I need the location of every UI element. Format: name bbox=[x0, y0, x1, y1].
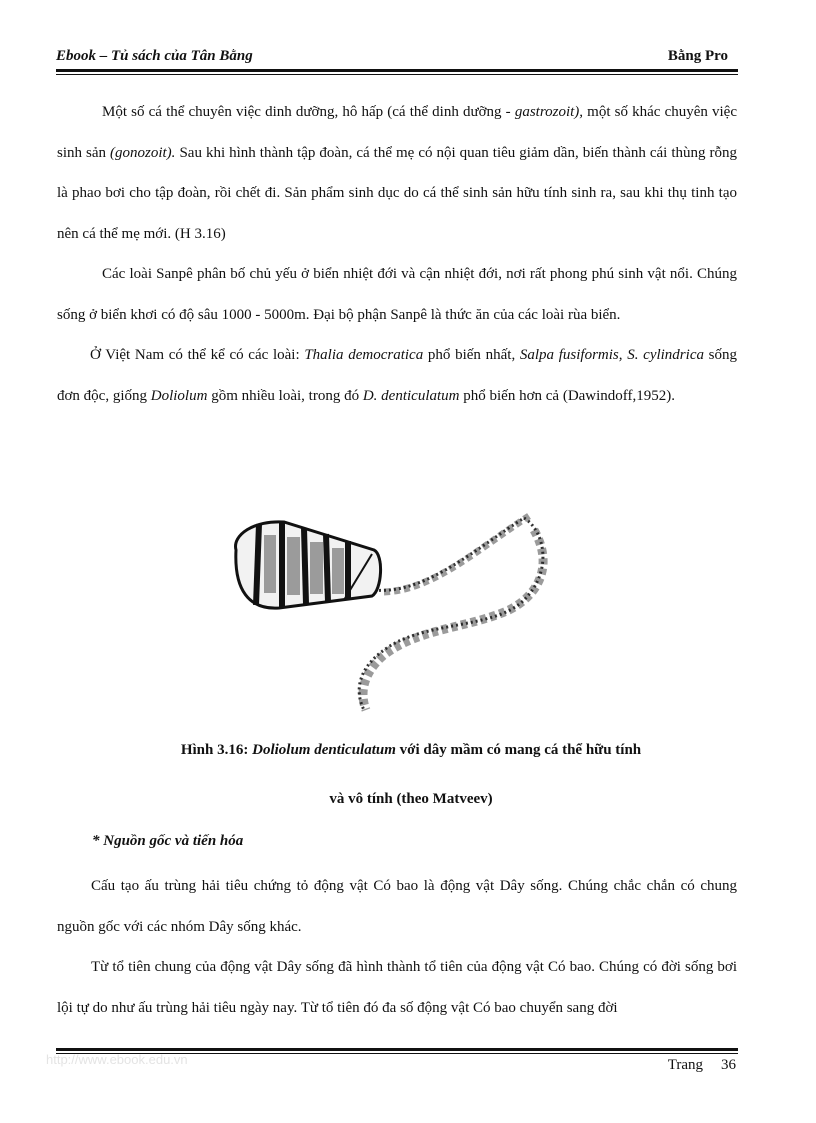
footer-rule bbox=[56, 1048, 738, 1051]
body-text bbox=[57, 92, 737, 416]
caption-label: Hình 3.16: bbox=[180, 742, 253, 758]
italic-term: D. denticulatum bbox=[362, 387, 460, 404]
text-span: sống đơn độc, giống bbox=[57, 347, 738, 404]
text-span: một số khác chuyên việc sinh sản bbox=[57, 104, 737, 161]
text-span: Một số cá thể chuyên việc dinh dưỡng, hô hấp (cá thể dinh dưỡng - bbox=[102, 104, 515, 120]
page-label: Trang bbox=[667, 1057, 703, 1073]
caption-species: Doliolum denticulatum bbox=[252, 742, 396, 758]
text-span: Ở Việt Nam có thể kể có các loài: bbox=[90, 347, 305, 363]
header-rule-thin bbox=[56, 74, 738, 75]
text-span: phổ biến nhất, bbox=[423, 347, 520, 363]
header-author: Bằng Pro bbox=[667, 48, 728, 64]
section-paragraph-1: Cấu tạo ấu trùng hải tiêu chứng tỏ động vật Có bao là động vật Dây sống. Chúng chắc chắn có chung nguồn gốc với các nhóm Dây sống khác. bbox=[57, 878, 737, 935]
caption-text: với dây mầm có mang cá thể hữu tính bbox=[395, 742, 642, 758]
text-span: phổ biến hơn cả (Dawindoff,1952). bbox=[459, 387, 676, 404]
page-number bbox=[668, 1057, 736, 1074]
text-span: gồm nhiều loài, trong đó bbox=[207, 387, 363, 404]
figure-caption-line2: và vô tính (theo Matveev) bbox=[329, 791, 493, 807]
figure-caption bbox=[0, 742, 816, 759]
italic-term: Thalia democratica bbox=[304, 347, 424, 363]
stolon-buds bbox=[363, 516, 543, 710]
doliolum-drawing bbox=[224, 510, 594, 715]
italic-term: Salpa fusiformis, S. cylindrica bbox=[519, 347, 704, 363]
text-span: Sau khi hình thành tập đoàn, cá thể mẹ có nội quan tiêu giảm dần, biến thành cái thùng rỗng là phao bơi cho tập đoàn, rồi chết đi. Sản phẩm sinh dục do cá thể sinh sản hữu tính sinh ra, sau khi thụ tinh tạo nên cá thể mẹ mới. (H 3.16) bbox=[57, 144, 738, 242]
stolon-path bbox=[359, 518, 543, 710]
page-number-value: 36 bbox=[721, 1057, 736, 1073]
section-title: * Nguồn gốc và tiến hóa bbox=[92, 833, 244, 849]
header-rule bbox=[56, 69, 738, 72]
page-header bbox=[56, 48, 738, 70]
doliolum-illustration bbox=[224, 510, 594, 715]
italic-term: Doliolum bbox=[150, 387, 208, 404]
footer-watermark-url: http://www.ebook.edu.vn bbox=[46, 1052, 188, 1067]
header-book-title: Ebook – Tủ sách của Tân Bằng bbox=[56, 48, 253, 64]
paragraph-3 bbox=[57, 335, 737, 416]
section-body bbox=[57, 866, 737, 1028]
italic-term: (gonozoit). bbox=[110, 144, 176, 161]
italic-term: gastrozoit), bbox=[514, 104, 584, 120]
barrel-body bbox=[236, 522, 381, 608]
paragraph-2: Các loài Sanpê phân bố chủ yếu ở biển nhiệt đới và cận nhiệt đới, nơi rất phong phú sinh vật nổi. Chúng sống ở biển khơi có độ sâu 1000 - 5000m. Đại bộ phận Sanpê là thức ăn của các loài rùa biển. bbox=[57, 266, 737, 323]
section-paragraph-2: Từ tổ tiên chung của động vật Dây sống đã hình thành tổ tiên của động vật Có bao. Chúng có đời sống bơi lội tự do như ấu trùng hải tiêu ngày nay. Từ tổ tiên đó đa số động vật Có bao chuyển sang đời bbox=[57, 959, 737, 1016]
paragraph-1 bbox=[57, 92, 737, 254]
